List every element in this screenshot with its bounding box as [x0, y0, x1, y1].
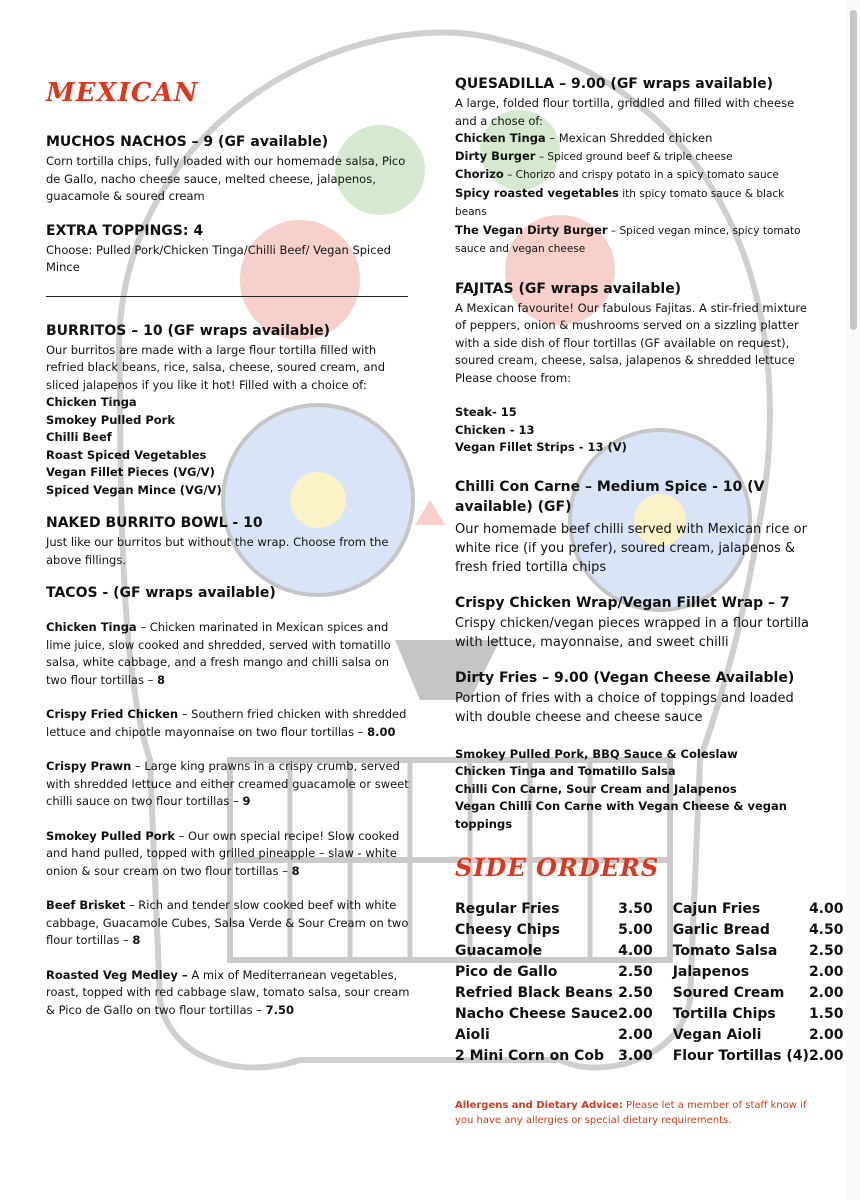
allergy-label: Allergens and Dietary Advice: [455, 1100, 623, 1111]
fries-heading: Dirty Fries – 9.00 (Vegan Cheese Available) [455, 669, 795, 686]
right-column [455, 76, 844, 1138]
option-name: Dirty Burger [455, 148, 536, 163]
taco-item [46, 828, 411, 881]
quesadilla-option [455, 185, 815, 222]
fries-desc: Portion of fries with a choice of toppings and loaded with double cheese and cheese sauce [455, 690, 794, 725]
quesadilla-option [455, 130, 815, 148]
taco-desc: – Rich and tender slow cooked beef with white cabbage, Guacamole Cubes, Salsa Verde & Sour Cream on two flour tortillas – [46, 898, 409, 947]
taco-item [46, 706, 411, 741]
scrollbar[interactable] [846, 0, 860, 1200]
option-desc: – Mexican Shredded chicken [545, 131, 713, 145]
bowl-section [46, 515, 411, 569]
side-order-row [455, 940, 843, 961]
quesadilla-section [455, 76, 815, 259]
taco-item [46, 897, 411, 950]
quesadilla-heading: QUESADILLA – 9.00 (GF wraps available) [455, 76, 774, 92]
burritos-desc: Our burritos are made with a large flour tortilla filled with refried black beans, rice, salsa, cheese, soured cream, and sliced jalapenos if you like it hot! Filled with a choice of: [46, 342, 385, 392]
chilli-section [455, 477, 815, 577]
side-item-price: 2.00 [808, 1047, 844, 1064]
option-name: Spicy roasted vegetables [455, 185, 619, 200]
left-column [46, 78, 411, 1019]
side-item-price: 2.00 [808, 984, 844, 1001]
burrito-filling: Chilli Beef [46, 430, 112, 444]
wrap-heading: Crispy Chicken Wrap/Vegan Fillet Wrap – 7 [455, 594, 790, 611]
taco-name: Beef Brisket [46, 898, 126, 912]
taco-price: 8.00 [367, 724, 396, 739]
side-item-price: 2.00 [618, 1005, 653, 1022]
scrollbar-thumb[interactable] [850, 10, 857, 330]
side-item-name: Tortilla Chips [672, 1005, 776, 1022]
taco-price: 8 [132, 933, 141, 947]
taco-name: Crispy Prawn [46, 759, 132, 773]
mexican-heading: MEXICAN [46, 78, 199, 108]
taco-desc: – Chicken marinated in Mexican spices and lime juice, slow cooked and shredded, served with tomatillo salsa, white cabbage, and a fresh mango and chilli salsa on two flour tortillas – [46, 620, 391, 687]
side-item-name: Cheesy Chips [455, 921, 560, 938]
burrito-filling: Vegan Fillet Pieces (VG/V) [46, 465, 215, 479]
side-item-name: Flour Tortillas (4) [672, 1047, 809, 1064]
option-name: Chicken Tinga [455, 131, 546, 145]
taco-desc: A mix of Mediterranean vegetables, roast, topped with red cabbage slaw, tomato salsa, sour cream & Pico de Gallo on two flour tortillas – [46, 967, 410, 1017]
side-order-row [455, 1045, 843, 1066]
burrito-filling: Spiced Vegan Mince (VG/V) [46, 482, 222, 497]
taco-name: Chicken Tinga [46, 620, 137, 634]
tacos-section [46, 585, 411, 1019]
bowl-heading: NAKED BURRITO BOWL - 10 [46, 515, 263, 531]
allergy-notice [455, 1098, 815, 1128]
option-desc: – Chorizo and crispy potato in a spicy tomato sauce [503, 169, 779, 181]
side-item-price: 4.00 [808, 900, 844, 917]
option-name: The Vegan Dirty Burger [455, 222, 608, 237]
taco-name: Smokey Pulled Pork [46, 828, 175, 843]
side-order-row [455, 898, 843, 919]
toppings-desc: Choose: Pulled Pork/Chicken Tinga/Chilli Beef/ Vegan Spiced Mince [46, 242, 391, 274]
tacos-heading: TACOS - (GF wraps available) [46, 585, 276, 601]
taco-name: Crispy Fried Chicken [46, 707, 179, 721]
option-desc: ith spicy tomato sauce & black beans [455, 187, 785, 218]
side-order-row [455, 982, 843, 1003]
burritos-section [46, 323, 411, 500]
side-item-price: 3.00 [618, 1047, 653, 1064]
burritos-heading: BURRITOS – 10 (GF wraps available) [46, 322, 331, 339]
side-item-name: Aioli [455, 1026, 490, 1043]
taco-name: Roasted Veg Medley – [46, 967, 188, 982]
side-item-name: Regular Fries [455, 900, 560, 917]
quesadilla-option [455, 222, 815, 259]
option-desc: – Spiced ground beef & triple cheese [535, 150, 733, 163]
chilli-desc: Our homemade beef chilli served with Mexican rice or white rice (if you prefer), soured cream, jalapenos & fresh fried tortilla chips [455, 521, 807, 575]
nachos-section [46, 134, 411, 206]
side-item-price: 2.00 [618, 1026, 653, 1043]
side-item-price: 3.50 [618, 900, 653, 917]
quesadilla-option [455, 166, 815, 185]
side-order-row [455, 961, 843, 982]
quesadilla-option [455, 148, 815, 167]
taco-item [46, 619, 411, 689]
fries-option: Smokey Pulled Pork, BBQ Sauce & Coleslaw [455, 746, 738, 761]
fajita-option: Chicken - 13 [455, 422, 535, 437]
fajita-option: Steak- 15 [455, 405, 517, 419]
side-order-row [455, 1003, 843, 1024]
side-item-name: Nacho Cheese Sauce [455, 1005, 619, 1022]
side-item-price: 5.00 [618, 921, 653, 938]
side-item-price: 1.50 [808, 1005, 844, 1022]
side-item-price: 2.50 [618, 963, 653, 980]
fries-option: Chicken Tinga and Tomatillo Salsa [455, 764, 676, 778]
fries-option: Vegan Chilli Con Carne with Vegan Cheese & vegan toppings [455, 799, 787, 831]
bowl-desc: Just like our burritos but without the wrap. Choose from the above fillings. [46, 535, 389, 567]
side-item-name: Garlic Bread [672, 921, 770, 938]
wrap-section [455, 595, 815, 652]
taco-price: 8 [157, 672, 166, 687]
nachos-desc: Corn tortilla chips, fully loaded with our homemade salsa, Pico de Gallo, nacho cheese sauce, melted cheese, jalapenos, guacamole & soured cream [46, 154, 406, 203]
side-item-name: 2 Mini Corn on Cob [455, 1047, 604, 1064]
side-item-name: Jalapenos [672, 963, 750, 980]
taco-desc: – Large king prawns in a crispy crumb, served with shredded lettuce and either creamed guacamole or sweet chilli sauce on two flour tortillas – [46, 759, 409, 808]
chilli-heading: Chilli Con Carne – Medium Spice - 10 (V available) (GF) [455, 478, 765, 515]
fries-section [455, 670, 815, 834]
side-item-price: 2.50 [618, 984, 653, 1001]
fajitas-section [455, 281, 815, 457]
side-item-price: 2.00 [808, 1026, 844, 1043]
taco-item [46, 967, 411, 1020]
side-item-name: Refried Black Beans [455, 984, 613, 1001]
fajitas-desc: A Mexican favourite! Our fabulous Fajitas. A stir-fried mixture of peppers, onion & mushrooms served on a sizzling platter with a side dish of flour tortillas (GF available on request), soured cream, cheese, salsa, jalapenos & shredded lettuce [455, 300, 807, 367]
side-orders-table [455, 898, 843, 1066]
taco-desc: – Our own special recipe! Slow cooked and hand pulled, topped with grilled pineapple – slaw - white onion & sour cream on two flour tortillas – [46, 828, 400, 878]
taco-price: 7.50 [265, 1002, 294, 1017]
side-orders-heading: SIDE ORDERS [455, 853, 660, 882]
option-desc: – Spiced vegan mince, spicy tomato sauce and vegan cheese [455, 224, 801, 255]
allergy-text: Please let a member of staff know if you have any allergies or special dietary requirements. [455, 1100, 807, 1126]
toppings-heading: EXTRA TOPPINGS: 4 [46, 222, 204, 239]
burrito-filling: Chicken Tinga [46, 395, 137, 409]
side-item-name: Vegan Aioli [672, 1026, 762, 1043]
side-item-name: Tomato Salsa [672, 942, 778, 959]
side-item-name: Pico de Gallo [455, 963, 558, 980]
section-divider [46, 296, 408, 297]
fajita-option: Vegan Fillet Strips - 13 (V) [455, 440, 627, 454]
fajitas-choose: Please choose from: [455, 370, 572, 385]
side-item-name: Guacamole [455, 942, 543, 959]
wrap-desc: Crispy chicken/vegan pieces wrapped in a flour tortilla with lettuce, mayonnaise, and sweet chilli [455, 615, 809, 650]
burrito-filling: Smokey Pulled Pork [46, 412, 175, 427]
side-item-price: 4.50 [808, 921, 844, 938]
taco-price: 9 [242, 794, 251, 808]
side-order-row [455, 1024, 843, 1045]
fajitas-heading: FAJITAS (GF wraps available) [455, 280, 682, 297]
side-item-price: 4.00 [618, 942, 653, 959]
side-order-row [455, 919, 843, 940]
option-name: Chorizo [455, 167, 504, 181]
nachos-heading: MUCHOS NACHOS – 9 (GF available) [46, 134, 329, 150]
quesadilla-desc: A large, folded flour tortilla, griddled and filled with cheese and a chose of: [455, 96, 795, 128]
side-item-price: 2.50 [808, 942, 844, 959]
taco-price: 8 [291, 863, 300, 878]
side-item-name: Soured Cream [672, 984, 785, 1001]
taco-item [46, 758, 411, 811]
side-item-name: Cajun Fries [672, 900, 761, 917]
side-item-price: 2.00 [808, 963, 844, 980]
taco-desc: – Southern fried chicken with shredded lettuce and chipotle mayonnaise on two flour tortillas – [46, 707, 407, 739]
fries-option: Chilli Con Carne, Sour Cream and Jalapenos [455, 781, 737, 796]
toppings-section [46, 223, 411, 277]
burrito-filling: Roast Spiced Vegetables [46, 447, 207, 462]
